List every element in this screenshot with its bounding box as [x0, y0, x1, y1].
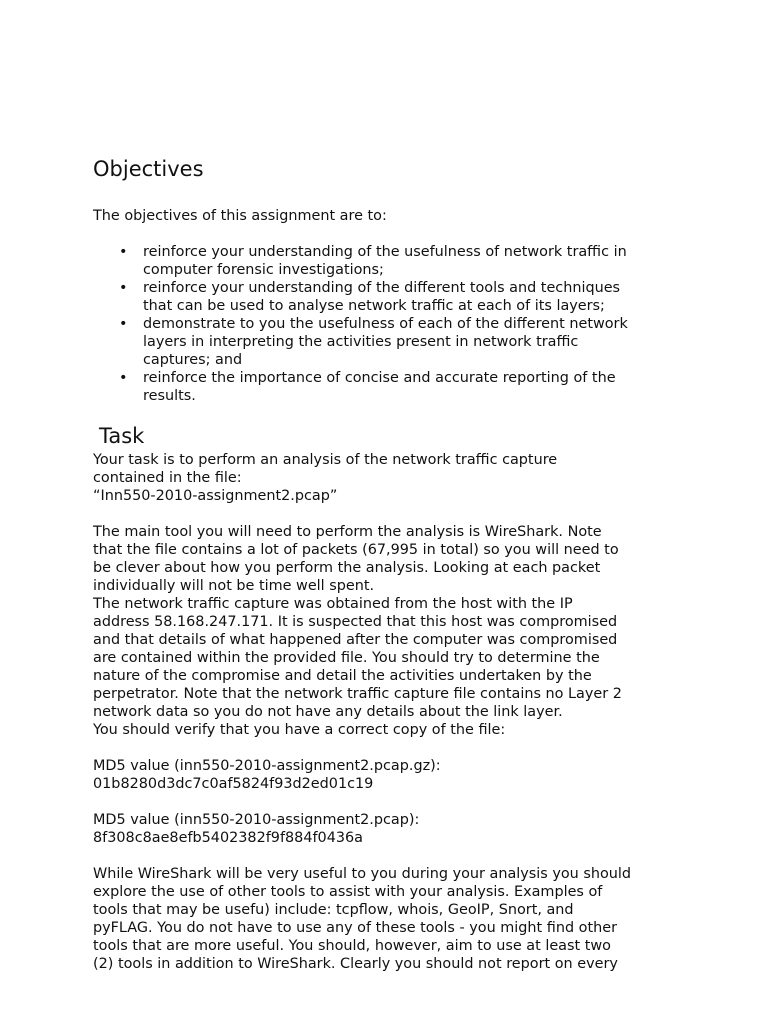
- objectives-list: [93, 243, 683, 405]
- task-paragraph-file: Your task is to perform an analysis of the network traffic capture contained in the file: “Inn550-2010-assignment2.pcap”: [93, 452, 558, 504]
- task-paragraph-tools: While WireShark will be very useful to you during your analysis you should explore the use of other tools to assist with your analysis. Examples of tools that may be usefu) include: tcpflow, whois, GeoIP, Snort, and pyFLAG. You do not have to use any of these tools - you might find other tools that are more useful. You should, however, aim to use at least two (2) tools in addition to WireShark. Clearly you should not report on every: [93, 866, 632, 972]
- task-paragraph-analysis: The main tool you will need to perform the analysis is WireShark. Note that the file contains a lot of packets (67,995 in total) so you will need to be clever about how you perform the analysis. Looking at each packet individually will not be time well spent. The network traffic capture was obtained from the host with the IP address 58.168.247.171. It is suspected that this host was compromised and that details of what happened after the computer was compromised are contained within the provided file. You should try to determine the nature of the compromise and detail the activities undertaken by the perpetrator. Note that the network traffic capture file contains no Layer 2 network data so you do not have any details about the link layer. You should verify that you have a correct copy of the file:: [93, 524, 622, 738]
- bullet-icon: •: [119, 370, 128, 386]
- objectives-heading: Objectives: [93, 157, 204, 181]
- md5-pcap-value: MD5 value (inn550-2010-assignment2.pcap): 8f308c8ae8efb5402382f9f884f0436a: [93, 812, 420, 846]
- list-item-text: reinforce the importance of concise and accurate reporting of the results.: [143, 370, 616, 404]
- md5-gz-value: MD5 value (inn550-2010-assignment2.pcap.gz): 01b8280d3dc7c0af5824f93d2ed01c19: [93, 758, 441, 792]
- list-item: [93, 279, 683, 315]
- task-heading: Task: [99, 424, 145, 448]
- list-item: [93, 243, 683, 279]
- list-item-text: reinforce your understanding of the usefulness of network traffic in computer forensic investigations;: [143, 244, 627, 278]
- list-item-text: demonstrate to you the usefulness of each of the different network layers in interpreting the activities present in network traffic captures; and: [143, 316, 628, 368]
- task-body: [93, 451, 693, 973]
- objectives-intro: The objectives of this assignment are to:: [93, 208, 387, 224]
- list-item: [93, 315, 683, 369]
- list-item: [93, 369, 683, 405]
- bullet-icon: •: [119, 244, 128, 260]
- list-item-text: reinforce your understanding of the different tools and techniques that can be used to analyse network traffic at each of its layers;: [143, 280, 621, 314]
- bullet-icon: •: [119, 316, 128, 332]
- bullet-icon: •: [119, 280, 128, 296]
